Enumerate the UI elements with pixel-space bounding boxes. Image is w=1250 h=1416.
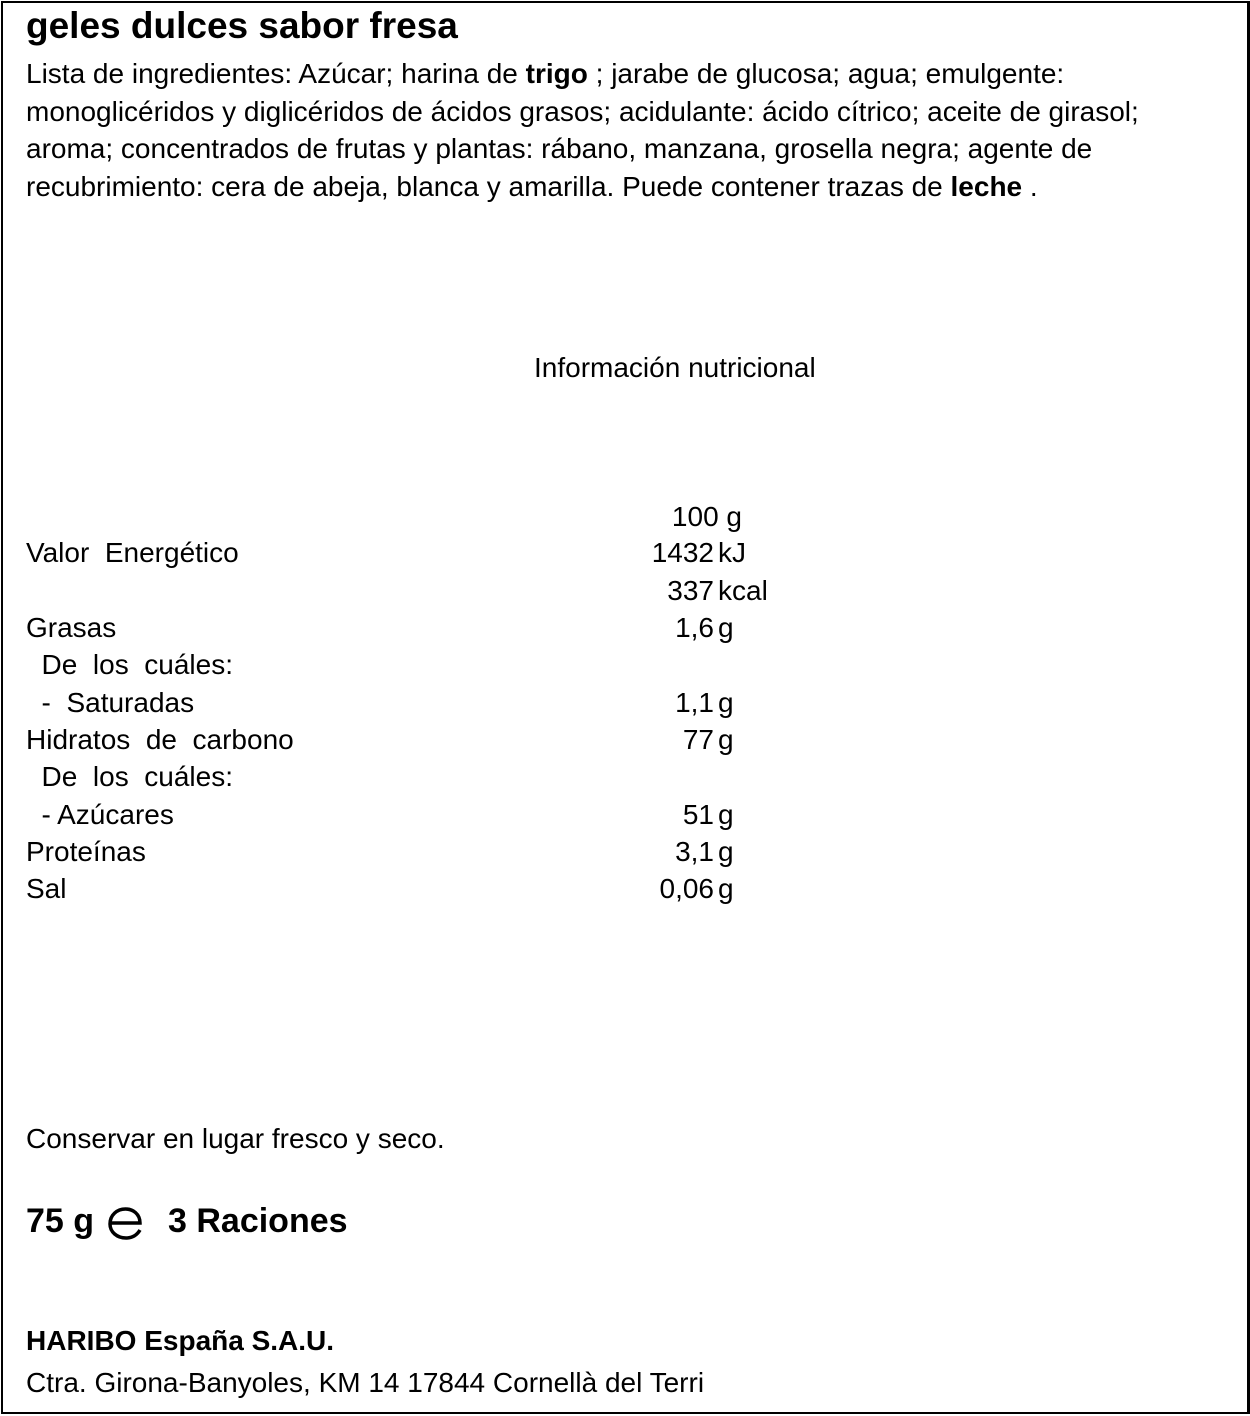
nutrition-row-label: Proteínas: [26, 836, 146, 867]
allergen-wheat: trigo: [525, 58, 588, 89]
nutrition-row-label: De los cuáles:: [26, 761, 233, 792]
estimated-sign-icon: [106, 1205, 146, 1241]
nutrition-row-unit: g: [718, 724, 734, 755]
nutrition-header-qty: 100 g: [671, 501, 742, 532]
nutrition-row-label: - Saturadas: [26, 687, 195, 718]
nutrition-row-value: 1432: [651, 537, 714, 568]
nutrition-row-label: Grasas: [26, 612, 117, 643]
nutrition-row-unit: g: [718, 799, 734, 830]
nutrition-row-value: 0,06: [659, 873, 714, 904]
nutrition-row-label: Hidratos de carbono: [26, 724, 294, 755]
ingredients-text-3: .: [1022, 170, 1038, 202]
portions-count: 3 Raciones: [168, 1202, 348, 1240]
nutrition-row-value: 3,1: [675, 836, 714, 867]
ingredients-list: [26, 55, 1226, 205]
nutrition-row-label: Valor Energético: [26, 537, 239, 568]
nutrition-row-value: 1,1: [675, 687, 714, 718]
nutrition-row-unit: g: [718, 873, 734, 904]
nutrition-row-label: - Azúcares: [26, 799, 174, 830]
ingredients-text-1: Lista de ingredientes: Azúcar; harina de: [26, 58, 526, 89]
nutrition-row-unit: kcal: [718, 575, 768, 606]
nutrition-row-label: De los cuáles:: [26, 649, 233, 680]
nutrition-row-label: Sal: [26, 873, 67, 904]
nutrition-row-unit: kJ: [718, 537, 746, 568]
nutrition-row-unit: g: [718, 687, 734, 718]
ingredients-text-2: ; jarabe de glucosa; agua; emulgente: monoglicéridos y diglicéridos de ácidos grasos; acidulante: ácido cítrico; aceite de girasol; aroma; concentrados de frutas y plantas: rábano, manzana, grosella negra; agente de recubrimiento: cera de abeja, blanca y amarilla. Puede contener trazas de: [26, 58, 1139, 202]
company-name: HARIBO España S.A.U.: [26, 1325, 335, 1356]
allergen-milk: leche: [950, 170, 1023, 202]
nutrition-row-value: 337: [667, 575, 714, 606]
nutrition-row-unit: g: [718, 836, 734, 867]
nutrition-title: Información nutricional: [534, 352, 816, 383]
company-address: Ctra. Girona-Banyoles, KM 14 17844 Cornellà del Terri: [26, 1367, 705, 1398]
product-title: geles dulces sabor fresa: [26, 5, 458, 46]
nutrition-row-value: 1,6: [675, 612, 714, 643]
storage-instructions: Conservar en lugar fresco y seco.: [26, 1123, 445, 1154]
nutrition-row-value: 77: [682, 724, 714, 755]
nutrition-row-value: 51: [682, 799, 714, 830]
nutrition-row-unit: g: [718, 612, 734, 643]
net-weight: 75 g: [26, 1202, 95, 1240]
